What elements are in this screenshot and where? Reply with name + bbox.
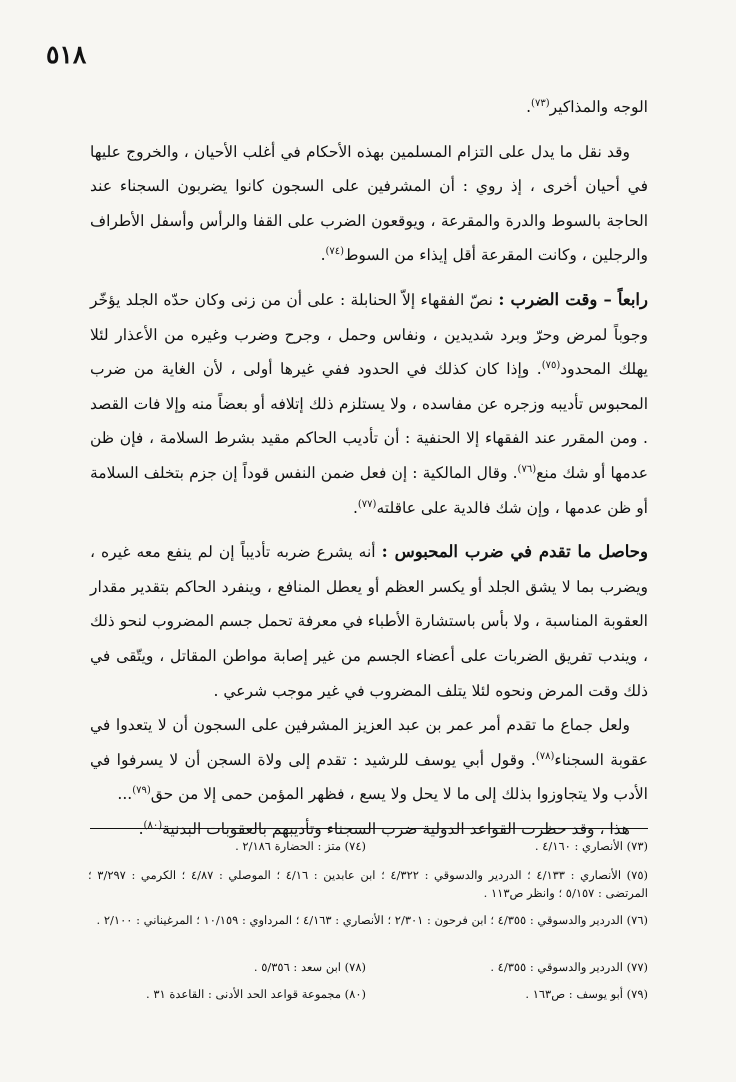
footnote-ref: (٨٠) bbox=[143, 819, 163, 831]
paragraph-text: وقد نقل ما يدل على التزام المسلمين بهذه الأحكام في أغلب الأحيان ، والخروج عليها في أحيان أخرى ، إذ روي : أن المشرفين على السجون كانوا يضربون السجناء عند الحاجة بالسوط والدرة والمقرعة ، ويوقعون الضرب على القفا والرأس وأسفل الأطراف والرجلين ، وكانت المقرعة أقل إيذاء من السوط bbox=[90, 142, 648, 265]
paragraph-text: ولعل جماع ما تقدم أمر عمر بن عبد العزيز المشرفين على السجون أن لا يتعدوا في عقوبة السجناء bbox=[90, 716, 649, 769]
paragraph-text: . وقال المالكية : إن فعل ضمن النفس قوداً إن جزم بتخلف السلامة أو ظن عدمها ، وإن شك فالدية على عاقلته bbox=[90, 463, 648, 517]
footnote-73: (٧٣) الأنصاري : ٤/١٦٠ . bbox=[534, 839, 648, 853]
footnote-ref: (٧٧) bbox=[357, 498, 377, 510]
paragraph-1 bbox=[90, 90, 648, 125]
paragraph-3 bbox=[90, 283, 648, 525]
paragraph-text: هذا ، وقد حظرت القواعد الدولية ضرب السجناء وتأديبهم بالعقوبات البدنية bbox=[162, 819, 630, 838]
footnote-separator bbox=[90, 828, 648, 829]
main-text bbox=[90, 90, 648, 846]
paragraph-end: . bbox=[138, 819, 144, 838]
footnote-79: (٧٩) أبو يوسف : ص١٦٣ . bbox=[525, 987, 648, 1001]
footnote-78: (٧٨) ابن سعد : ٥/٣٥٦ . bbox=[253, 960, 366, 974]
footnote-77: (٧٧) الدردير والدسوقي : ٤/٣٥٥ . bbox=[490, 960, 648, 974]
paragraph-text: . وقول أبي يوسف للرشيد : تقدم إلى ولاة السجن أن لا يسرفوا في الأدب ولا يتجاوزوا بذلك إلى ما لا يحل ولا يسع ، فظهر المؤمن حمى إلا من حق bbox=[90, 750, 648, 804]
footnote-80: (٨٠) مجموعة قواعد الحد الأدنى : القاعدة ٣١ . bbox=[146, 987, 366, 1001]
paragraph-4 bbox=[90, 535, 648, 708]
paragraph-text: الوجه والمذاكير bbox=[549, 98, 648, 116]
footnote-74: (٧٤) متز : الحضارة ٢/١٨٦ . bbox=[235, 839, 366, 853]
footnote-ref: (٧٨) bbox=[535, 750, 555, 762]
footnote-ref: (٧٦) bbox=[517, 463, 537, 475]
footnote-ref: (٧٣) bbox=[531, 97, 550, 109]
paragraph-text: نصّ الفقهاء إلاّ الحنابلة : على أن من زنى وكان حدّه الجلد يؤخّر وجوباً لمرض وحرّ وبرد شديدين ، ونفاس وحمل ، وجرح وضرب وغيره من الأعذار لئلا يهلك المحدود bbox=[90, 290, 648, 379]
page-number: ٥١٨ bbox=[46, 40, 87, 69]
footnote-75: (٧٥) الأنصاري : ٤/١٣٣ ؛ الدردير والدسوقي : ٤/٣٢٢ ؛ ابن عابدين : ٤/١٦ ؛ الموصلي : ٤/٨٧ ؛ الكرمي : ٣/٢٩٧ ؛ المرتضى : ٥/١٥٧ ؛ وانظر ص١١٣ . bbox=[88, 868, 649, 900]
footnote-ref: (٧٤) bbox=[325, 246, 345, 258]
paragraph-end: ... bbox=[117, 785, 133, 804]
paragraph-2 bbox=[90, 135, 648, 273]
section-heading: رابعاً – وقت الضرب : bbox=[498, 289, 648, 309]
paragraph-5 bbox=[90, 708, 648, 812]
paragraph-text: أنه يشرع ضربه تأديباً إن لم ينفع معه غيره ، ويضرب بما لا يشق الجلد أو يكسر العظم أو يعطل المنافع ، وينفرد الحاكم بتقدير مقدار العقوبة المناسبة ، ولا بأس باستشارة الأطباء في معرفة تحمل جسم المضروب لنحو ذلك ، ويندب تفريق الضربات على أعضاء الجسم من غير إصابة مواطن المقاتل ، ويتّقى في ذلك وقت المرض ونحوه لئلا يتلف المضروب في غير موجب شرعي . bbox=[90, 543, 648, 700]
paragraph-end: . bbox=[320, 246, 326, 265]
paragraph-end: . bbox=[526, 98, 532, 116]
paragraph-end: . bbox=[352, 498, 358, 517]
paragraph-text: . وإذا كان كذلك في الحدود ففي غيرها أولى ، لأن الغاية من ضرب المحبوس تأديبه وزجره عن مفاسده ، ولا يستلزم ذلك إتلافه أو بعضاً منه وإلا فات القصد . ومن المقرر عند الفقهاء إلا الحنفية : أن تأديب الحاكم مقيد بشرط السلامة ، فإن ظن عدمها أو شك منع bbox=[90, 360, 648, 482]
footnote-ref: (٧٥) bbox=[541, 360, 561, 371]
footnote-ref: (٧٩) bbox=[132, 785, 151, 797]
footnote-76: (٧٦) الدردير والدسوقي : ٤/٣٥٥ ؛ ابن فرحون : ٢/٣٠١ ؛ الأنصاري : ٤/١٦٣ ؛ المرداوي : ١٠/١٥٩ ؛ المرغيناني : ٢/١٠٠ . bbox=[96, 913, 648, 927]
section-heading: وحاصل ما تقدم في ضرب المحبوس : bbox=[381, 542, 648, 562]
